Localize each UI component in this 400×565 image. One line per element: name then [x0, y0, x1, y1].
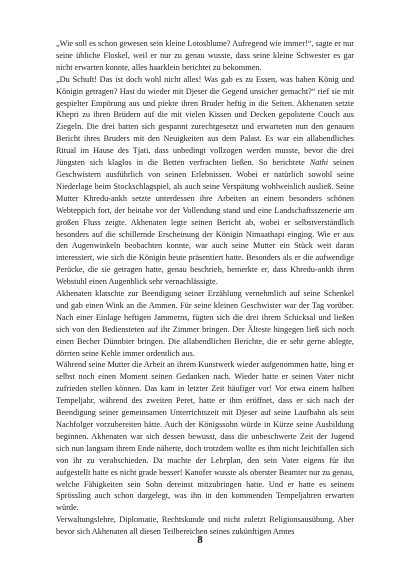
- paragraph: Akhenaten klatschte zur Beendigung seiner Erzählung vernehmlich auf seine Schenkel und gab einen Wink an die Ammen. Für seine kleinen Geschwister war der Tag vorüber. Nach einer Einlage heftigen Jammerns, fügten sich die drei ihrem Schicksal und ließen sich von den Bediensteten auf ihr Zimmer bringen. Der Älteste hingegen ließ sich noch einen Becher Dünnbier bringen. Die allabendlichen Berichte, die er sehr gerne ablegte, dörrten seine Kehle immer ordentlich aus.: [56, 289, 354, 358]
- paragraph: Während seine Mutter die Arbeit an ihrem Kunstwerk wieder aufgenommen hatte, hing er selbst noch einen Moment seinen Gedanken nach. Wieder hatte er seinen Vater nicht zufrieden stellen können. Das kam in letzter Zeit häufiger vor! Vor etwa einem halben Tempeljahr, während des zweiten Peret, hatte er ihm eröffnet, dass er sich nach der Beendigung seiner gemeinsamen Unterrichtszeit mit Djeser auf seine Laufbahn als sein Nachfolger vorzubereiten hätte. Auch der Königssohn würde in Kürze seine Ausbildung beginnen. Akhenaten war sich dessen bewusst, dass die unbeschwerte Zeit der Jugend sich nun langsam ihrem Ende näherte, doch trotzdem wollte es ihm nicht leichtfallen sich von ihr zu verabschieden. Da machte der Lehrplan, den sein Vater eigens für ihn aufgestellt hatte es nicht grade besser! Kanofer wusste als oberster Beamter nur zu genau, welche Fähigkeiten sein Sohn dereinst mitzubringen hatte. Und er hatte es seinem Sprössling auch schon dargelegt, was ihn in den kommenden Tempeljahren erwarten würde.: [56, 360, 354, 513]
- paragraph: [56, 74, 354, 288]
- paragraph-text: „Du Schuft! Das ist doch wohl nicht alles! Was gab es zu Essen, was haben König und Königin getragen? Hast du wieder mit Djeser die Gegend unsicher gemacht?“ rief sie mit gespielter Empörung aus und piekte ihren Bruder heftig in die Seiten. Akhenaten setzte Khepri zu ihren Brüdern auf die mit vielen Kissen und Decken gepolsterte Couch aus Ziegeln. Die drei hatten sich gespannt zurechtgesetzt und erwarteten nun den genauen Bericht ihres Bruders mit den Neuigkeiten aus dem Palast. Es war ein allabendliches Ritual im Hause des Tjati, dass unbedingt vollzogen werden musste, bevor die drei Jüngsten sich klaglos in die Betten verfrachten ließen. So berichtete: [56, 74, 354, 168]
- page-number: 8: [197, 534, 203, 546]
- italic-name: Nathi: [309, 158, 329, 168]
- paragraph: „Wie soll es schon gewesen sein kleine Lotosblume? Aufregend wie immer!“, sagte er nur seine übliche Floskel, weil er nur zu genau wusste, dass seine kleine Schwester es gar nicht erwarten konnte, alles haarklein berichtet zu bekommen.: [56, 39, 354, 72]
- paragraph: Verwaltungslehre, Diplomatie, Rechtskunde und nicht zuletzt Religionsausübung. Aber bevor sich Akhenaten all diesen Teilbereichen seines zukünftigen Amtes: [56, 515, 354, 537]
- paragraph-text: seinen Geschwistern ausführlich von seinen Erlebnissen. Wobei er natürlich sowohl seine Niederlage beim Stockschlagspiel, als auch seine Verspätung wohlweislich ausließ. Seine Mutter Khredu-ankh setzte unterdessen ihre Arbeiten an einem besonders schönen Webteppich fort, der beinahe vor der Vollendung stand und eine Landschaftsszenerie am großen Fluss zeigte. Akhenaten legte seinen Bericht ab, wobei er selbstverständlich besonders auf die schillernde Erscheinung der Königin Nimaathapi einging. Wie er aus den Augenwinkeln beobachten konnte, war auch seine Mutter ein Stück weit daran interessiert, wie sich die Königin heute präsentiert hatte. Besonders als er die aufwendige Perücke, die sie getragen hatte, genau beschrieb, bemerkte er, dass Khredu-ankh ihren Webstuhl einen Augenblick sehr vernachlässigte.: [56, 158, 355, 287]
- body-text: [56, 38, 354, 538]
